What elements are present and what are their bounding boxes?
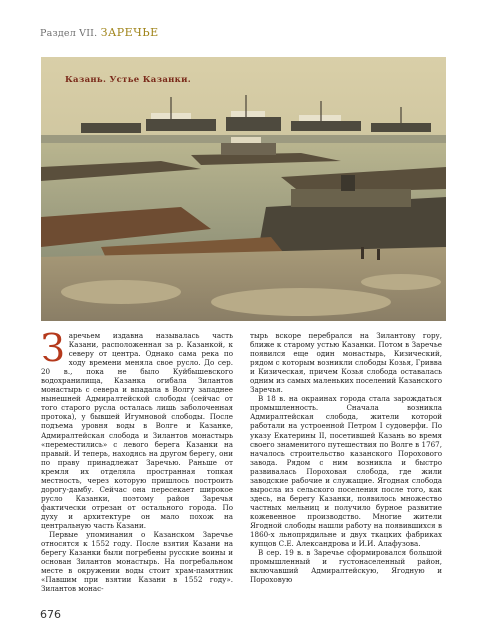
historical-photo (41, 57, 446, 321)
paragraph: В сер. 19 в. в Заречье сформировался большой промышленный и густонаселенный район, включавший Адмиралтейскую, Ягодную и Пороховую (250, 548, 442, 585)
paragraph (41, 326, 233, 530)
paragraph: Первые упоминания о Казанском Заречье относятся к 1552 году. После взятия Казани на берегу Казанки были погребены русские воины и основан Зилантов монастырь. На погребальном месте в окружении воды стоит храм-памятник «Павшим при взятии Казани в 1552 году». Зилантов монас- (41, 530, 233, 594)
paragraph-text: аречьем издавна называлась часть Казани, расположенная за р. Казанкой, к северу от центра. Однако сама река по ходу времени меняла свое русло. До сер. 20 в., пока не было Куйбышевского водохранилища, Казанка огибала Зилантов монастырь с севера и впадала в Волгу западнее нынешней Адмиралтейской слободы (сейчас от того старого русла осталась лишь заболоченная протока), у бывшей Игумновой слободы. После подъема уровня воды в Волге и Казанке, Адмиралтейская слобода и Зилантов монастырь «переместились» с левого берега Казанки на правый. И теперь, находясь на другом берегу, они по праву принадлежат Заречью. Раньше от кремля их отделяла пространная топкая местность, через которую пришлось построить дорогу-дамбу. Сейчас она пересекает широкое русло Казанки, поэтому район Заречья фактически отрезан от остального города. По духу и архитектуре он мало похож на центральную часть Казани. (41, 331, 233, 530)
section-label: Раздел VII. (40, 28, 98, 39)
page-number: 676 (40, 608, 61, 621)
right-text-column (250, 331, 442, 584)
photo-caption: Казань. Устье Казанки. (65, 75, 191, 85)
section-title: ЗАРЕЧЬЕ (100, 26, 159, 39)
left-text-column (41, 326, 233, 594)
running-header (40, 26, 159, 39)
photo-illustration (41, 57, 446, 321)
paragraph: В 18 в. на окраинах города стала зарождаться промышленность. Сначала возникла Адмиралтейская слобода, жители которой работали на устроенной Петром I судоверфи. По указу Екатерины II, посетившей Казань во время своего знаменитого путешествия по Волге в 1767, началось строительство казанского Порохового завода. Рядом с ним возникла и быстро развивалась Пороховая слобода, где жили заводские рабочие и служащие. Ягодная слобода выросла из сельского поселения после того, как здесь, на берегу Казанки, появилось множество частных мельниц и получило бурное развитие кожевенное производство. Многие жители Ягодной слободы нашли работу на появившихся в 1860-х льнопрядильне и двух ткацких фабриках купцов С.Е. Александрова и И.И. Алафузова. (250, 394, 442, 549)
drop-cap: З (41, 326, 65, 370)
paragraph: тырь вскоре перебрался на Зилантову гору, ближе к старому устью Казанки. Потом в Заречье появился еще один монастырь, Кизический, рядом с которым возникли слободы Козья, Гривва и Кизическая, причем Козья слобода оставалась одним из самых маленьких поселений Казанского Заречья. (250, 331, 442, 395)
